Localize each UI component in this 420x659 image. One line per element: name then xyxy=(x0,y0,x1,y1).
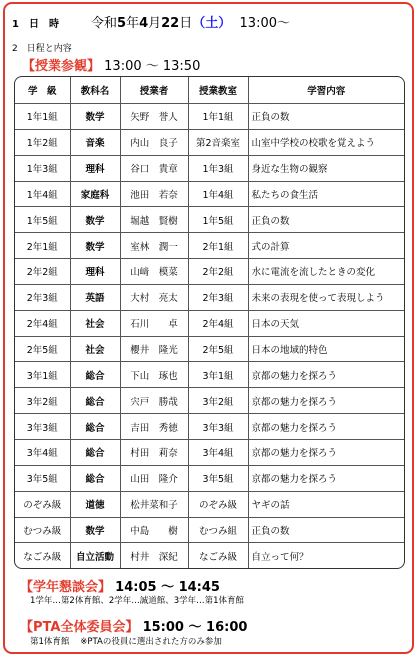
cell-subject: 道徳 xyxy=(70,491,120,517)
cell-room: 1年3組 xyxy=(188,155,248,181)
weekday: （土） xyxy=(192,16,232,31)
cell-class: 1年3組 xyxy=(15,155,70,181)
table-row xyxy=(15,233,404,259)
cell-subject: 社会 xyxy=(70,310,120,336)
cell-room: 2年5組 xyxy=(188,336,248,362)
lesson-title: 【授業参観】 xyxy=(22,59,101,74)
cell-content: 京都の魅力を探ろう xyxy=(248,414,404,440)
cell-class: 1年2組 xyxy=(15,129,70,155)
cell-content: 水に電流を流したときの変化 xyxy=(248,259,404,285)
class-table-container xyxy=(14,76,405,569)
meeting-time: 14:05 ～ 14:45 xyxy=(115,580,220,595)
pta-venue: 第1体育館 xyxy=(30,637,70,647)
cell-room: むつみ組 xyxy=(188,517,248,543)
item2-label: 2 日程と内容 xyxy=(12,44,72,54)
pta-heading xyxy=(20,616,247,635)
table-row xyxy=(15,543,404,568)
cell-room: 2年3組 xyxy=(188,284,248,310)
pta-note: ※PTAの役員に選出された方のみ参加 xyxy=(80,637,222,647)
cell-room: 2年1組 xyxy=(188,233,248,259)
cell-room: 2年2組 xyxy=(188,259,248,285)
cell-subject: 英語 xyxy=(70,284,120,310)
cell-room: 3年4組 xyxy=(188,439,248,465)
table-row xyxy=(15,259,404,285)
cell-subject: 家庭科 xyxy=(70,181,120,207)
table-row xyxy=(15,129,404,155)
cell-class: 2年3組 xyxy=(15,284,70,310)
cell-class: 1年4組 xyxy=(15,181,70,207)
cell-content: 身近な生物の観察 xyxy=(248,155,404,181)
cell-class: 3年2組 xyxy=(15,388,70,414)
table-row xyxy=(15,207,404,233)
cell-class: 3年4組 xyxy=(15,439,70,465)
cell-teacher: 下山 琢也 xyxy=(120,362,188,388)
cell-subject: 理科 xyxy=(70,259,120,285)
table-row xyxy=(15,388,404,414)
table-row xyxy=(15,155,404,181)
cell-class: 2年5組 xyxy=(15,336,70,362)
cell-teacher: 松井菜和子 xyxy=(120,491,188,517)
cell-subject: 自立活動 xyxy=(70,543,120,568)
meeting-venues: 1学年…第2体育館、2学年…誠道館、3学年…第1体育館 xyxy=(30,596,245,606)
lesson-heading xyxy=(22,55,200,74)
cell-teacher: 宍戸 勝哉 xyxy=(120,388,188,414)
cell-content: ヤギの話 xyxy=(248,491,404,517)
cell-teacher: 堀越 賢樹 xyxy=(120,207,188,233)
cell-room: 1年4組 xyxy=(188,181,248,207)
cell-class: 3年1組 xyxy=(15,362,70,388)
table-row xyxy=(15,491,404,517)
table-row xyxy=(15,414,404,440)
cell-class: 2年1組 xyxy=(15,233,70,259)
cell-room: 3年1組 xyxy=(188,362,248,388)
cell-content: 京都の魅力を探ろう xyxy=(248,362,404,388)
meeting-heading xyxy=(20,576,220,595)
table-row xyxy=(15,181,404,207)
cell-subject: 総合 xyxy=(70,465,120,491)
event-date: 令和5年4月22日（土） 13:00～ xyxy=(91,16,290,31)
cell-content: 正負の数 xyxy=(248,207,404,233)
cell-content: 正負の数 xyxy=(248,104,404,130)
cell-teacher: 中島 樹 xyxy=(120,517,188,543)
cell-room: 3年2組 xyxy=(188,388,248,414)
cell-room: 1年5組 xyxy=(188,207,248,233)
start-time: 13:00～ xyxy=(239,16,290,31)
cell-room: 第2音楽室 xyxy=(188,129,248,155)
cell-content: 日本の地域的特色 xyxy=(248,336,404,362)
cell-room: 3年3組 xyxy=(188,414,248,440)
table-row xyxy=(15,284,404,310)
cell-subject: 総合 xyxy=(70,439,120,465)
cell-teacher: 櫻井 隆光 xyxy=(120,336,188,362)
cell-subject: 音楽 xyxy=(70,129,120,155)
cell-subject: 社会 xyxy=(70,336,120,362)
table-row xyxy=(15,362,404,388)
cell-teacher: 石川 卓 xyxy=(120,310,188,336)
cell-subject: 数学 xyxy=(70,104,120,130)
pta-title: 【PTA全体委員会】 xyxy=(20,620,139,635)
cell-class: 3年3組 xyxy=(15,414,70,440)
cell-room: のぞみ級 xyxy=(188,491,248,517)
cell-subject: 理科 xyxy=(70,155,120,181)
cell-teacher: 矢野 誉人 xyxy=(120,104,188,130)
cell-teacher: 山田 隆介 xyxy=(120,465,188,491)
class-table xyxy=(15,77,404,568)
pta-info xyxy=(30,635,222,647)
col-header-subject: 教科名 xyxy=(70,77,120,104)
table-row xyxy=(15,465,404,491)
cell-teacher: 谷口 貴章 xyxy=(120,155,188,181)
cell-subject: 数学 xyxy=(70,233,120,259)
cell-content: 未来の表現を使って表現しよう xyxy=(248,284,404,310)
cell-subject: 数学 xyxy=(70,517,120,543)
cell-content: 日本の天気 xyxy=(248,310,404,336)
cell-teacher: 山﨑 模菜 xyxy=(120,259,188,285)
meeting-title: 【学年懇談会】 xyxy=(20,580,112,595)
cell-subject: 総合 xyxy=(70,388,120,414)
cell-teacher: 村井 深紀 xyxy=(120,543,188,568)
cell-class: なごみ級 xyxy=(15,543,70,568)
table-row xyxy=(15,517,404,543)
cell-room: 1年1組 xyxy=(188,104,248,130)
cell-class: 2年4組 xyxy=(15,310,70,336)
col-header-teacher: 授業者 xyxy=(120,77,188,104)
lesson-time: 13:00 ～ 13:50 xyxy=(104,59,201,74)
cell-content: 京都の魅力を探ろう xyxy=(248,388,404,414)
cell-content: 京都の魅力を探ろう xyxy=(248,465,404,491)
cell-class: 3年5組 xyxy=(15,465,70,491)
table-row xyxy=(15,439,404,465)
cell-teacher: 室林 潤一 xyxy=(120,233,188,259)
cell-room: 3年5組 xyxy=(188,465,248,491)
cell-content: 私たちの食生活 xyxy=(248,181,404,207)
table-row xyxy=(15,336,404,362)
table-row xyxy=(15,104,404,130)
cell-teacher: 村田 莉奈 xyxy=(120,439,188,465)
cell-class: 2年2組 xyxy=(15,259,70,285)
cell-subject: 総合 xyxy=(70,362,120,388)
cell-class: むつみ級 xyxy=(15,517,70,543)
cell-room: なごみ級 xyxy=(188,543,248,568)
table-row xyxy=(15,310,404,336)
cell-class: 1年5組 xyxy=(15,207,70,233)
cell-content: 京都の魅力を探ろう xyxy=(248,439,404,465)
datetime-line xyxy=(12,11,407,31)
col-header-room: 授業教室 xyxy=(188,77,248,104)
cell-content: 式の計算 xyxy=(248,233,404,259)
cell-room: 2年4組 xyxy=(188,310,248,336)
cell-class: 1年1組 xyxy=(15,104,70,130)
pta-time: 15:00 ～ 16:00 xyxy=(142,620,248,635)
col-header-class: 学 級 xyxy=(15,77,70,104)
table-header-row xyxy=(15,77,404,104)
cell-content: 正負の数 xyxy=(248,517,404,543)
cell-subject: 数学 xyxy=(70,207,120,233)
col-header-content: 学習内容 xyxy=(248,77,404,104)
cell-class: のぞみ級 xyxy=(15,491,70,517)
cell-content: 山室中学校の校歌を覚えよう xyxy=(248,129,404,155)
cell-teacher: 池田 若奈 xyxy=(120,181,188,207)
cell-teacher: 吉田 秀徳 xyxy=(120,414,188,440)
cell-content: 自立って何？ xyxy=(248,543,404,568)
cell-subject: 総合 xyxy=(70,414,120,440)
cell-teacher: 内山 良子 xyxy=(120,129,188,155)
item1-label: 1 日 時 xyxy=(12,19,59,30)
cell-teacher: 大村 亮太 xyxy=(120,284,188,310)
